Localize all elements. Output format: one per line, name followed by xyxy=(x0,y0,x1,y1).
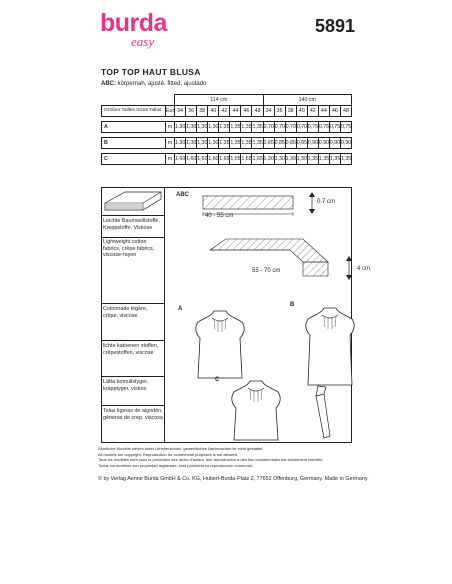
view-label: C xyxy=(102,154,166,165)
table-header-bust xyxy=(102,95,352,106)
size-cell: 44 xyxy=(230,106,241,117)
amount-cell: 1,35 xyxy=(230,122,241,133)
table-row-c xyxy=(102,154,352,165)
amount-cell: 1,60 xyxy=(197,154,208,165)
eur-label: Eur. xyxy=(166,106,175,117)
bust-114-heading: 114 cm xyxy=(175,95,264,106)
size-cell: 42 xyxy=(219,106,230,117)
divider xyxy=(101,376,165,377)
size-cell: 46 xyxy=(241,106,252,117)
fabric-text-en: Lightweight cotton fabrics, crêpe fabrics, viscose-rayon xyxy=(103,239,155,259)
table-header-sizes xyxy=(102,106,352,117)
amount-cell: 1,35 xyxy=(219,122,230,133)
amount-cell: 1,30 xyxy=(263,154,274,165)
amount-cell: 1,35 xyxy=(230,138,241,149)
unit-cell: m xyxy=(166,138,175,149)
fit-description xyxy=(101,80,206,88)
amount-cell: 1,35 xyxy=(318,154,329,165)
size-cell: 48 xyxy=(252,106,263,117)
copyright-line: © by Verlag Aenne Burda GmbH & Co. KG, Hubert-Burda-Platz 2, 77652 Offenburg, Germany. Made in Germany. xyxy=(98,476,369,482)
legal-line-fr: Tous les modèles sont sous la protection des droits d'auteur, leur reproduction à des fins commerciales est strictement interdite. xyxy=(98,457,324,462)
divider xyxy=(101,215,165,216)
view-c-label: C xyxy=(215,377,220,383)
amount-cell: 1,65 xyxy=(241,154,252,165)
size-cell: 38 xyxy=(197,106,208,117)
size-cell: 36 xyxy=(274,106,285,117)
amount-cell: 0,70 xyxy=(274,122,285,133)
amount-cell: 1,35 xyxy=(329,154,340,165)
amount-cell: 1,65 xyxy=(252,154,263,165)
amount-cell: 1,35 xyxy=(252,122,263,133)
amount-cell: 0,75 xyxy=(318,122,329,133)
size-cell: 38 xyxy=(285,106,296,117)
view-c-illustration xyxy=(220,378,340,442)
view-a-illustration xyxy=(190,308,250,380)
view-label: B xyxy=(102,138,166,149)
band-width-dimension: 40 - 55 cm xyxy=(205,213,234,219)
bust-140-heading: 140 cm xyxy=(263,95,352,106)
size-cell: 40 xyxy=(296,106,307,117)
fabric-text-es: Telas ligeras de algodón, géneros de crep, viscosa xyxy=(103,408,163,421)
brand-logo: burda xyxy=(100,9,167,37)
size-cell: 44 xyxy=(318,106,329,117)
garment-title: TOP TOP HAUT BLUSA xyxy=(101,67,201,77)
view-a-label: A xyxy=(178,306,183,312)
amount-cell: 1,35 xyxy=(340,154,351,165)
size-cell: 40 xyxy=(208,106,219,117)
fabric-text-de: Leichte Baumwollstoffe, Kreppstoffe, Viskose xyxy=(103,218,160,231)
amount-cell: 0,75 xyxy=(307,122,318,133)
amount-cell: 1,30 xyxy=(208,138,219,149)
size-cell: 48 xyxy=(340,106,351,117)
fabric-text-nl: lichte katoenen stoffen, crêpestoffen, viscose xyxy=(103,343,159,356)
amount-cell: 0,85 xyxy=(296,138,307,149)
amount-cell: 1,30 xyxy=(175,138,186,149)
amount-cell: 0,85 xyxy=(263,138,274,149)
amount-cell: 1,35 xyxy=(307,154,318,165)
amount-cell: 0,75 xyxy=(340,122,351,133)
size-label: Größen Tailles Sizes Tallas xyxy=(102,106,166,117)
amount-cell: 0,70 xyxy=(296,122,307,133)
amount-cell: 0,85 xyxy=(285,138,296,149)
divider xyxy=(101,237,165,238)
amount-cell: 1,60 xyxy=(175,154,186,165)
view-b-label: B xyxy=(290,302,295,308)
divider xyxy=(101,303,165,304)
tie-width-dimension: 55 - 70 cm xyxy=(252,268,281,274)
amount-cell: 1,30 xyxy=(296,154,307,165)
amount-cell: 0,85 xyxy=(274,138,285,149)
pattern-number: 5891 xyxy=(314,16,355,36)
view-b-illustration xyxy=(300,305,360,387)
amount-cell: 1,30 xyxy=(186,122,197,133)
amount-cell: 1,30 xyxy=(186,138,197,149)
fabric-text-fr: Cotonnade légère, crêpe, viscose xyxy=(103,306,148,319)
table-row-b xyxy=(102,138,352,149)
view-label: A xyxy=(102,122,166,133)
amount-cell: 0,90 xyxy=(318,138,329,149)
fabric-requirement-table xyxy=(101,94,352,165)
amount-cell: 1,60 xyxy=(208,154,219,165)
legal-notice xyxy=(98,446,368,468)
unit-cell: m xyxy=(166,154,175,165)
fabric-fold-icon xyxy=(103,189,163,213)
amount-cell: 0,90 xyxy=(329,138,340,149)
size-cell: 34 xyxy=(175,106,186,117)
amount-cell: 1,30 xyxy=(197,138,208,149)
amount-cell: 1,30 xyxy=(285,154,296,165)
amount-cell: 1,30 xyxy=(274,154,285,165)
fit-views: ABC: xyxy=(101,81,116,87)
size-cell: 34 xyxy=(263,106,274,117)
fit-text: körpernah, ajusté, fitted, ajustado xyxy=(116,81,207,87)
size-cell: 42 xyxy=(307,106,318,117)
amount-cell: 1,35 xyxy=(252,138,263,149)
divider xyxy=(101,405,165,406)
amount-cell: 0,75 xyxy=(329,122,340,133)
tie-height-dimension: 4 cm xyxy=(357,266,371,272)
size-cell: 36 xyxy=(186,106,197,117)
diagram-views-label: ABC xyxy=(176,192,189,198)
amount-cell: 0,70 xyxy=(263,122,274,133)
table-row-a xyxy=(102,122,352,133)
legal-line-es: Todos los modelos son propiedad registrada, está prohibida su reproducción comercial. xyxy=(98,462,253,468)
amount-cell: 0,90 xyxy=(307,138,318,149)
tie-piece xyxy=(208,232,353,282)
amount-cell: 1,35 xyxy=(241,122,252,133)
legal-line-de: Sämtliche Modelle stehen unter Urheberschutz, gewerbliches Nachmachen ist nicht gestattet. xyxy=(98,446,264,451)
legal-line-en: All models are copyright. Reproduction for commercial purposes is not allowed. xyxy=(98,451,239,457)
unit-cell: m xyxy=(166,122,175,133)
amount-cell: 0,90 xyxy=(340,138,351,149)
amount-cell: 1,35 xyxy=(241,138,252,149)
amount-cell: 1,65 xyxy=(219,154,230,165)
amount-cell: 1,35 xyxy=(219,138,230,149)
amount-cell: 1,30 xyxy=(208,122,219,133)
divider xyxy=(101,340,165,341)
amount-cell: 1,30 xyxy=(175,122,186,133)
brand-line: easy xyxy=(131,34,155,49)
amount-cell: 1,30 xyxy=(197,122,208,133)
amount-cell: 1,60 xyxy=(186,154,197,165)
size-cell: 46 xyxy=(329,106,340,117)
fabric-text-sv: Lätta bomullstyger, kräpptyger, viskos xyxy=(103,379,149,392)
band-height-dimension: 0.7 cm xyxy=(317,199,336,205)
amount-cell: 0,70 xyxy=(285,122,296,133)
amount-cell: 1,65 xyxy=(230,154,241,165)
